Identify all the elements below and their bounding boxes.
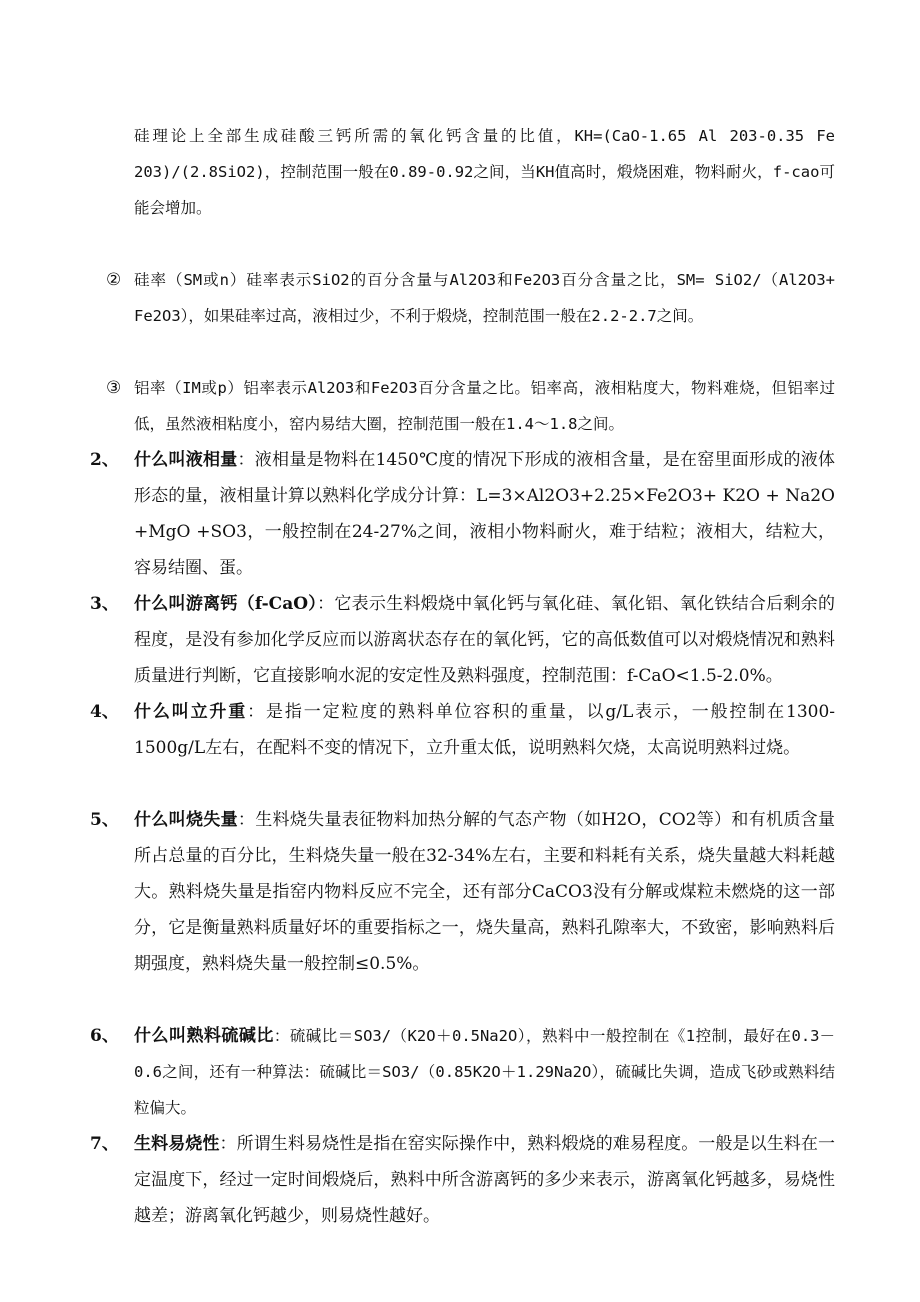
- question-liquid-phase: [90, 442, 835, 586]
- question-free-lime: [90, 586, 835, 694]
- item-number: ②: [106, 270, 122, 290]
- question-title: 什么叫烧失量: [134, 810, 238, 830]
- question-burnability: [90, 1126, 835, 1234]
- question-title: 什么叫熟料硫碱比: [134, 1026, 274, 1046]
- question-liter-weight: [90, 694, 835, 766]
- question-number: 5、: [90, 810, 119, 830]
- paragraph-alumina-ratio: [90, 370, 835, 442]
- question-number: 3、: [90, 594, 119, 614]
- question-title: 什么叫立升重: [134, 702, 248, 722]
- question-text: ：生料烧失量表征物料加热分解的气态产物（如H2O，CO2等）和有机质含量所占总量的百分比，生料烧失量一般在32-34%左右，主要和料耗有关系，烧失量越大料耗越大。熟料烧失量是指窑内物料反应不完全，还有部分CaCO3没有分解或煤粒未燃烧的这一部分，它是衡量熟料质量好坏的重要指标之一，烧失量高，熟料孔隙率大，不致密，影响熟料后期强度，熟料烧失量一般控制≤0.5%。: [134, 810, 835, 974]
- paragraph-kh-continued: [134, 118, 835, 226]
- question-title: 什么叫液相量: [134, 450, 238, 470]
- question-number: 7、: [90, 1134, 119, 1154]
- question-loss-on-ignition: [90, 802, 835, 982]
- item-number: ③: [106, 378, 122, 398]
- question-number: 4、: [90, 702, 119, 722]
- question-text: ：是指一定粒度的熟料单位容积的重量，以g/L表示，一般控制在1300-1500g/L左右，在配料不变的情况下，立升重太低，说明熟料欠烧，太高说明熟料过烧。: [134, 702, 836, 758]
- paragraph-text: 硅率（SM或n）硅率表示SiO2的百分含量与Al2O3和Fe2O3百分含量之比，SM= SiO2/（Al2O3+ Fe2O3），如果硅率过高，液相过少，不利于煅烧，控制范围一般在2.2-2.7之间。: [134, 271, 835, 325]
- paragraph-text: 铝率（IM或p）铝率表示Al2O3和Fe2O3百分含量之比。铝率高，液相粘度大，物料难烧，但铝率过低，虽然液相粘度小，窑内易结大圈，控制范围一般在1.4～1.8之间。: [134, 379, 835, 433]
- question-title: 什么叫游离钙（f-CaO）: [134, 594, 318, 614]
- question-text: ：液相量是物料在1450℃度的情况下形成的液相含量，是在窑里面形成的液体形态的量，液相量计算以熟料化学成分计算：L=3×Al2O3+2.25×Fe2O3+ K2O + Na2O +MgO +SO3，一般控制在24-27%之间，液相小物料耐火，难于结粒；液相大，结粒大，容易结圈、蛋。: [134, 450, 836, 578]
- question-text: ：硫碱比＝SO3/（K2O＋0.5Na2O），熟料中一般控制在《1控制，最好在0.3－0.6之间，还有一种算法：硫碱比＝SO3/（0.85K2O＋1.29Na2O），硫碱比失调，造成飞砂或熟料结粒偏大。: [134, 1027, 835, 1117]
- question-text: ：所谓生料易烧性是指在窑实际操作中，熟料煅烧的难易程度。一般是以生料在一定温度下，经过一定时间煅烧后，熟料中所含游离钙的多少来表示，游离氧化钙越多，易烧性越差；游离氧化钙越少，则易烧性越好。: [134, 1134, 835, 1226]
- question-number: 2、: [90, 450, 119, 470]
- question-text: ：它表示生料煅烧中氧化钙与氧化硅、氧化铝、氧化铁结合后剩余的程度，是没有参加化学反应而以游离状态存在的氧化钙，它的高低数值可以对煅烧情况和熟料质量进行判断，它直接影响水泥的安定性及熟料强度，控制范围：f-CaO<1.5-2.0%。: [134, 594, 835, 686]
- paragraph-silica-ratio: [90, 262, 835, 334]
- paragraph-text: 硅理论上全部生成硅酸三钙所需的氧化钙含量的比值，KH=(CaO-1.65 Al 203-0.35 Fe 203)/(2.8SiO2)，控制范围一般在0.89-0.92之间，当KH值高时，煅烧困难，物料耐火，f-cao可能会增加。: [134, 127, 835, 217]
- question-title: 生料易烧性: [134, 1134, 220, 1154]
- question-sulfur-alkali-ratio: [90, 1018, 835, 1126]
- question-number: 6、: [90, 1026, 119, 1046]
